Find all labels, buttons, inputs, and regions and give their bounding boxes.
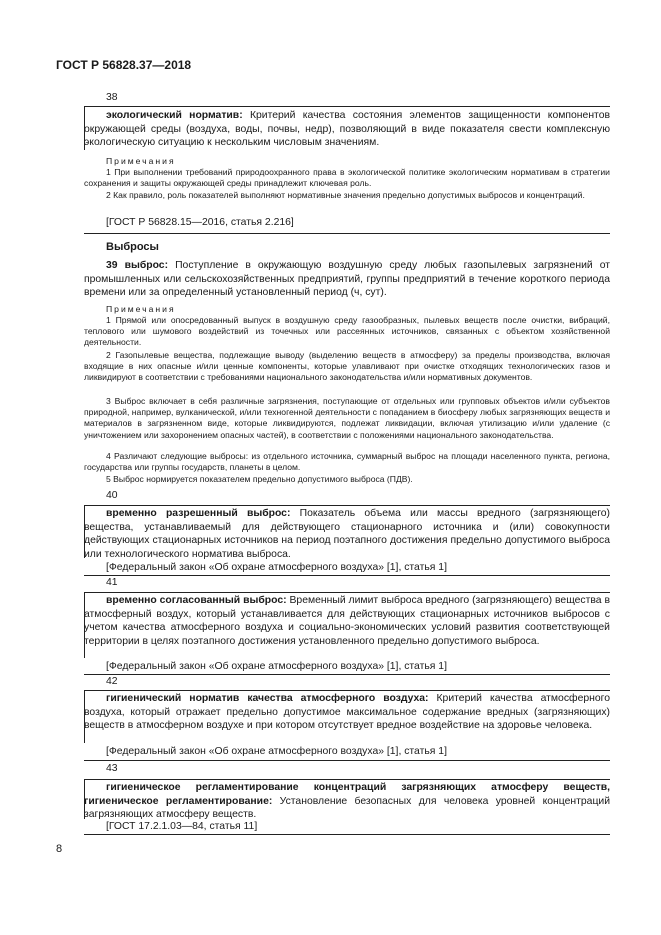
term-definition: Критерий качества состояния элементов защищенности компонентов окружающей среды (воздуха, воды, почвы, недр), позволяющий в виде показателя свести комплексную экологическую ситуацию к нескольким числовым значениям. [84,110,610,149]
term-number-40: 40 [106,490,118,501]
note: 5 Выброс нормируется показателем предельно допустимого выброса (ПДВ). [106,474,413,484]
term-entry-40 [84,507,610,561]
term-source: [Федеральный закон «Об охране атмосферного воздуха» [1], статья 1] [106,562,447,573]
term-number-42: 42 [106,676,118,687]
page-number: 8 [56,843,63,855]
term-name: экологический норматив: [106,110,243,121]
term-source: [Федеральный закон «Об охране атмосферного воздуха» [1], статья 1] [106,661,447,672]
divider [84,106,610,107]
divider [84,834,610,835]
document-header: ГОСТ Р 56828.37—2018 [56,58,192,72]
term-entry-38 [84,109,610,150]
term-number-43: 43 [106,763,118,774]
note: 1 При выполнении требований природоохранного права в экологической политике экологическим нормативам в стратегии сохранения и защиты окружающей среды принадлежит ключевая роль. [84,167,610,189]
term-name: гигиенический норматив качества атмосферного воздуха: [106,693,429,704]
note: 3 Выброс включает в себя различные загрязнения, поступающие от отдельных или групповых объектов и/или субъектов природной, например, вулканической, и/или техногенной деятельности с попаданием в биосферу любых загрязняющих веществ и материалов в загрязненном виде, которые ликвидируются, подлежат ликвидации, включая утилизацию и/или удаление (с уничтожением или захоронением опасных частей), в соответствии с положениями национального законодательства. [84,396,610,440]
section-title: Выбросы [106,241,159,253]
term-name: временно согласованный выброс: [106,595,287,606]
notes-title: Примечания [106,304,176,314]
term-name: временно разрешенный выброс: [106,508,291,519]
term-number-41: 41 [106,577,118,588]
notes-title: Примечания [106,156,176,166]
term-definition: Временный лимит выброса вредного (загрязняющего) вещества в атмосферный воздух, который устанавливается для действующих стационарных источников выбросов с учетом качества атмосферного воздуха и социально-экономических условий развития соответствующей территории в целях поэтапного достижения установленного предельно допустимого выброса. [84,595,610,647]
divider [84,760,610,761]
divider [84,674,610,675]
term-definition: Поступление в окружающую воздушную среду любых газопылевых загрязнений от промышленных или сельскохозяйственных предприятий, группы предприятий в течение короткого периода времени или за определенный установленный период (ч, сут). [84,260,610,299]
term-definition: Показатель объема или массы вредного (загрязняющего) вещества, устанавливаемый для действующего стационарного источника и (или) совокупности действующих стационарных источников на период поэтапного достижения предельно допустимого выброса или технологического норматива выброса. [84,508,610,560]
divider [84,779,610,780]
term-entry-39 [84,259,610,300]
term-name: 39 выброс: [106,260,169,271]
term-entry-42 [84,692,610,733]
term-definition: Критерий качества атмосферного воздуха, который отражает предельно допустимое максимальное содержание вредных (загрязняющих) веществ в атмосферном воздухе и при котором отсутствует вредное воздействие на здоровье человека. [84,693,610,732]
note: 2 Как правило, роль показателей выполняют нормативные значения предельно допустимых выбросов и концентраций. [106,190,585,200]
term-source: [ГОСТ Р 56828.15—2016, статья 2.216] [106,217,294,228]
term-entry-43 [84,781,610,822]
divider [84,575,610,576]
divider [84,690,610,691]
note: 2 Газопылевые вещества, подлежащие выводу (выделению веществ в атмосферу) за пределы производства, включая входящие в них опасные и/или ценные компоненты, которые улавливают при очистке отходящих технологических газов и ликвидируют в соответствии с требованиями национального законодательства и/или нормативных документов. [84,350,610,383]
term-entry-41 [84,594,610,648]
divider [84,505,610,506]
term-name: гигиеническое регламентирование концентраций загрязняющих атмосферу веществ, гигиеническое регламентирование: [84,782,610,807]
term-definition: Установление безопасных для человека уровней концентраций загрязняющих атмосферу веществ. [84,795,610,821]
divider [84,233,610,234]
note: 4 Различают следующие выбросы: из отдельного источника, суммарный выброс на площади населенного пункта, региона, государства или группы государств, планеты в целом. [84,451,610,473]
divider [84,592,610,593]
term-number-38: 38 [106,92,118,103]
term-source: [ГОСТ 17.2.1.03—84, статья 11] [106,821,258,832]
term-source: [Федеральный закон «Об охране атмосферного воздуха» [1], статья 1] [106,746,447,757]
note: 1 Прямой или опосредованный выпуск в воздушную среду газообразных, пылевых веществ после очистки, вибраций, теплового или шумового воздействий из точечных или рассеянных источников, связанных с объектом хозяйственной деятельности. [84,315,610,348]
